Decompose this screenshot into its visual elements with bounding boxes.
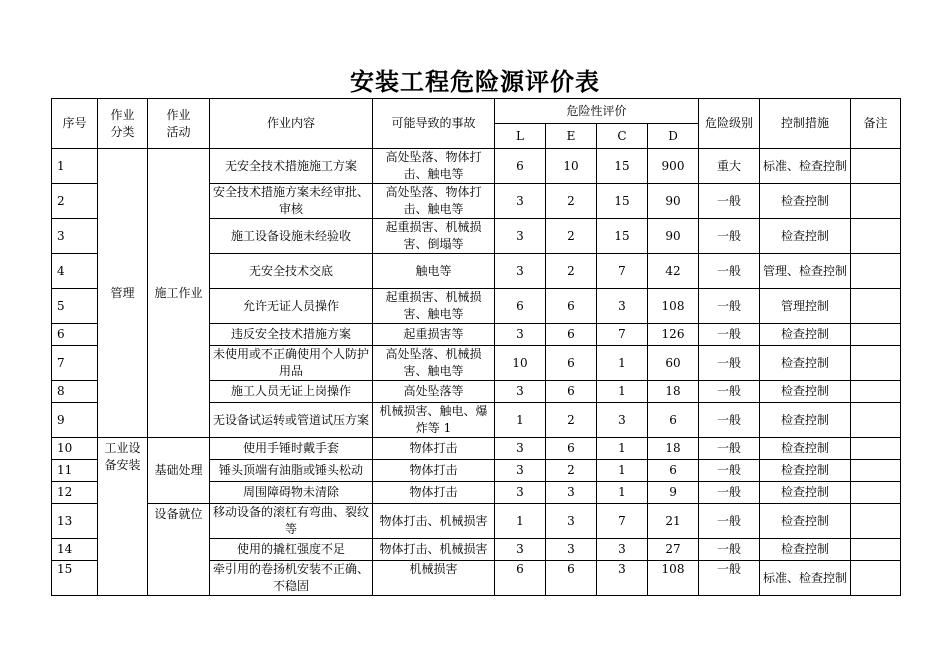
cell-L: 3 <box>495 254 546 289</box>
cell-D: 27 <box>648 539 699 561</box>
cell-content: 使用手锤时戴手套 <box>210 438 373 460</box>
cell-D: 126 <box>648 324 699 346</box>
cell-content: 施工人员无证上岗操作 <box>210 381 373 403</box>
cell-D: 18 <box>648 381 699 403</box>
cell-C: 7 <box>597 254 648 289</box>
cell-level: 一般 <box>699 289 760 324</box>
hazard-evaluation-table <box>51 98 901 596</box>
cell-C: 15 <box>597 219 648 254</box>
cell-control: 检查控制 <box>760 403 851 438</box>
cell-level: 一般 <box>699 460 760 482</box>
cell-remark <box>851 149 901 184</box>
cell-remark <box>851 403 901 438</box>
cell-C: 1 <box>597 438 648 460</box>
cell-E: 2 <box>546 184 597 219</box>
cell-remark <box>851 254 901 289</box>
cell-accident: 机械损害、触电、爆炸等 1 <box>373 403 495 438</box>
cell-control: 检查控制 <box>760 438 851 460</box>
cell-L: 3 <box>495 539 546 561</box>
table-row <box>52 438 901 460</box>
header-activity-text: 作业 活动 <box>166 107 191 139</box>
cell-C: 7 <box>597 504 648 539</box>
cell-content: 使用的撬杠强度不足 <box>210 539 373 561</box>
cell-activity-equipment <box>148 504 210 596</box>
cell-accident: 物体打击 <box>373 438 495 460</box>
cell-level: 一般 <box>699 482 760 504</box>
cell-content: 牵引用的卷扬机安装不正确、不稳固 <box>210 561 373 596</box>
cell-seq: 15 <box>52 561 98 596</box>
cell-L: 6 <box>495 561 546 596</box>
cell-remark <box>851 324 901 346</box>
cell-remark <box>851 504 901 539</box>
cell-control: 检查控制 <box>760 381 851 403</box>
cell-D: 900 <box>648 149 699 184</box>
header-L: L <box>495 124 546 149</box>
cell-control: 标准、检查控制 <box>760 149 851 184</box>
cell-C: 1 <box>597 460 648 482</box>
cell-accident: 起重损害、机械损害、触电等 <box>373 289 495 324</box>
cell-accident: 高处坠落等 <box>373 381 495 403</box>
cell-C: 1 <box>597 381 648 403</box>
cell-remark <box>851 289 901 324</box>
cell-L: 3 <box>495 324 546 346</box>
cell-level: 一般 <box>699 324 760 346</box>
cell-C: 3 <box>597 289 648 324</box>
cell-accident: 物体打击、机械损害 <box>373 539 495 561</box>
cell-E: 2 <box>546 403 597 438</box>
cell-accident: 高处坠落、机械损害、触电等 <box>373 346 495 381</box>
cell-E: 2 <box>546 219 597 254</box>
header-evaluation: 危险性评价 <box>495 99 699 124</box>
cell-accident: 物体打击、机械损害 <box>373 504 495 539</box>
cell-control: 管理、检查控制 <box>760 254 851 289</box>
cell-C: 15 <box>597 184 648 219</box>
cell-level: 一般 <box>699 381 760 403</box>
cell-L: 3 <box>495 438 546 460</box>
cell-level: 一般 <box>699 561 760 596</box>
cell-control: 检查控制 <box>760 324 851 346</box>
cell-remark <box>851 438 901 460</box>
cell-content: 移动设备的滚杠有弯曲、裂纹等 <box>210 504 373 539</box>
cell-E: 3 <box>546 539 597 561</box>
cell-D: 6 <box>648 403 699 438</box>
cell-content: 安全技术措施方案未经审批、审核 <box>210 184 373 219</box>
cell-D: 108 <box>648 289 699 324</box>
cell-control: 标准、检查控制 <box>760 561 851 596</box>
header-remark: 备注 <box>851 99 901 149</box>
cell-D: 42 <box>648 254 699 289</box>
cell-control: 检查控制 <box>760 504 851 539</box>
header-E: E <box>546 124 597 149</box>
cell-C: 3 <box>597 561 648 596</box>
cell-seq: 9 <box>52 403 98 438</box>
cell-D: 9 <box>648 482 699 504</box>
cell-seq: 12 <box>52 482 98 504</box>
cell-D: 18 <box>648 438 699 460</box>
cell-content: 锤头顶端有油脂或锤头松动 <box>210 460 373 482</box>
cell-D: 90 <box>648 184 699 219</box>
cell-remark <box>851 219 901 254</box>
cell-L: 3 <box>495 381 546 403</box>
cell-remark <box>851 460 901 482</box>
cell-L: 3 <box>495 219 546 254</box>
cell-C: 3 <box>597 403 648 438</box>
cell-E: 6 <box>546 289 597 324</box>
cell-C: 7 <box>597 324 648 346</box>
cell-accident: 物体打击 <box>373 482 495 504</box>
header-content: 作业内容 <box>210 99 373 149</box>
header-activity <box>148 99 210 149</box>
cell-L: 3 <box>495 184 546 219</box>
cell-level: 一般 <box>699 539 760 561</box>
cell-seq: 7 <box>52 346 98 381</box>
cell-level: 一般 <box>699 184 760 219</box>
cell-level: 一般 <box>699 346 760 381</box>
cell-E: 6 <box>546 438 597 460</box>
cell-control: 检查控制 <box>760 346 851 381</box>
cell-seq: 5 <box>52 289 98 324</box>
cell-control: 检查控制 <box>760 482 851 504</box>
cell-seq: 13 <box>52 504 98 539</box>
cell-E: 6 <box>546 561 597 596</box>
cell-control: 检查控制 <box>760 460 851 482</box>
header-C: C <box>597 124 648 149</box>
cell-E: 6 <box>546 381 597 403</box>
cell-E: 2 <box>546 460 597 482</box>
cell-D: 21 <box>648 504 699 539</box>
cell-content: 违反安全技术措施方案 <box>210 324 373 346</box>
cell-seq: 6 <box>52 324 98 346</box>
header-category-text: 作业 分类 <box>110 107 135 139</box>
cell-L: 1 <box>495 504 546 539</box>
cell-seq: 10 <box>52 438 98 460</box>
cell-control: 检查控制 <box>760 219 851 254</box>
cell-category-industrial <box>98 438 148 596</box>
cell-C: 1 <box>597 346 648 381</box>
cell-seq: 3 <box>52 219 98 254</box>
header-seq: 序号 <box>52 99 98 149</box>
cell-L: 10 <box>495 346 546 381</box>
header-row-1 <box>52 99 901 124</box>
category-industrial-text: 工业设备安装 <box>104 441 141 472</box>
cell-remark <box>851 346 901 381</box>
cell-E: 6 <box>546 324 597 346</box>
header-D: D <box>648 124 699 149</box>
cell-activity-construction: 施工作业 <box>148 149 210 438</box>
header-accident: 可能导致的事故 <box>373 99 495 149</box>
header-level: 危险级别 <box>699 99 760 149</box>
cell-content: 周围障碍物未清除 <box>210 482 373 504</box>
cell-remark <box>851 184 901 219</box>
cell-level: 一般 <box>699 219 760 254</box>
cell-level: 一般 <box>699 438 760 460</box>
cell-seq: 4 <box>52 254 98 289</box>
cell-accident: 高处坠落、物体打击、触电等 <box>373 149 495 184</box>
cell-E: 6 <box>546 346 597 381</box>
cell-category-mgmt: 管理 <box>98 149 148 438</box>
cell-content: 施工设备设施未经验收 <box>210 219 373 254</box>
cell-accident: 机械损害 <box>373 561 495 596</box>
cell-content: 无安全技术措施施工方案 <box>210 149 373 184</box>
cell-L: 6 <box>495 149 546 184</box>
cell-content: 允许无证人员操作 <box>210 289 373 324</box>
cell-E: 2 <box>546 254 597 289</box>
cell-seq: 11 <box>52 460 98 482</box>
table-row <box>52 504 901 539</box>
cell-L: 6 <box>495 289 546 324</box>
cell-E: 3 <box>546 482 597 504</box>
cell-activity-foundation: 基础处理 <box>148 438 210 504</box>
cell-D: 60 <box>648 346 699 381</box>
cell-D: 108 <box>648 561 699 596</box>
cell-accident: 起重损害等 <box>373 324 495 346</box>
cell-C: 1 <box>597 482 648 504</box>
cell-remark <box>851 539 901 561</box>
cell-control: 检查控制 <box>760 539 851 561</box>
cell-D: 90 <box>648 219 699 254</box>
cell-E: 10 <box>546 149 597 184</box>
cell-level: 一般 <box>699 504 760 539</box>
header-control: 控制措施 <box>760 99 851 149</box>
activity-equipment-text: 设备就位 <box>154 507 203 521</box>
cell-seq: 14 <box>52 539 98 561</box>
cell-accident: 起重损害、机械损害、倒塌等 <box>373 219 495 254</box>
cell-content: 无设备试运转或管道试压方案 <box>210 403 373 438</box>
cell-level: 重大 <box>699 149 760 184</box>
header-category <box>98 99 148 149</box>
cell-level: 一般 <box>699 254 760 289</box>
cell-L: 3 <box>495 460 546 482</box>
cell-accident: 物体打击 <box>373 460 495 482</box>
cell-E: 3 <box>546 504 597 539</box>
cell-accident: 触电等 <box>373 254 495 289</box>
cell-remark <box>851 561 901 596</box>
cell-L: 3 <box>495 482 546 504</box>
document-title: 安装工程危险源评价表 <box>350 67 600 96</box>
cell-remark <box>851 381 901 403</box>
cell-seq: 1 <box>52 149 98 184</box>
cell-L: 1 <box>495 403 546 438</box>
cell-C: 3 <box>597 539 648 561</box>
cell-level: 一般 <box>699 403 760 438</box>
cell-control: 管理控制 <box>760 289 851 324</box>
cell-C: 15 <box>597 149 648 184</box>
cell-seq: 8 <box>52 381 98 403</box>
cell-content: 未使用或不正确使用个人防护用品 <box>210 346 373 381</box>
cell-D: 6 <box>648 460 699 482</box>
cell-content: 无安全技术交底 <box>210 254 373 289</box>
cell-accident: 高处坠落、物体打击、触电等 <box>373 184 495 219</box>
table-row <box>52 149 901 184</box>
cell-seq: 2 <box>52 184 98 219</box>
cell-control: 检查控制 <box>760 184 851 219</box>
cell-remark <box>851 482 901 504</box>
